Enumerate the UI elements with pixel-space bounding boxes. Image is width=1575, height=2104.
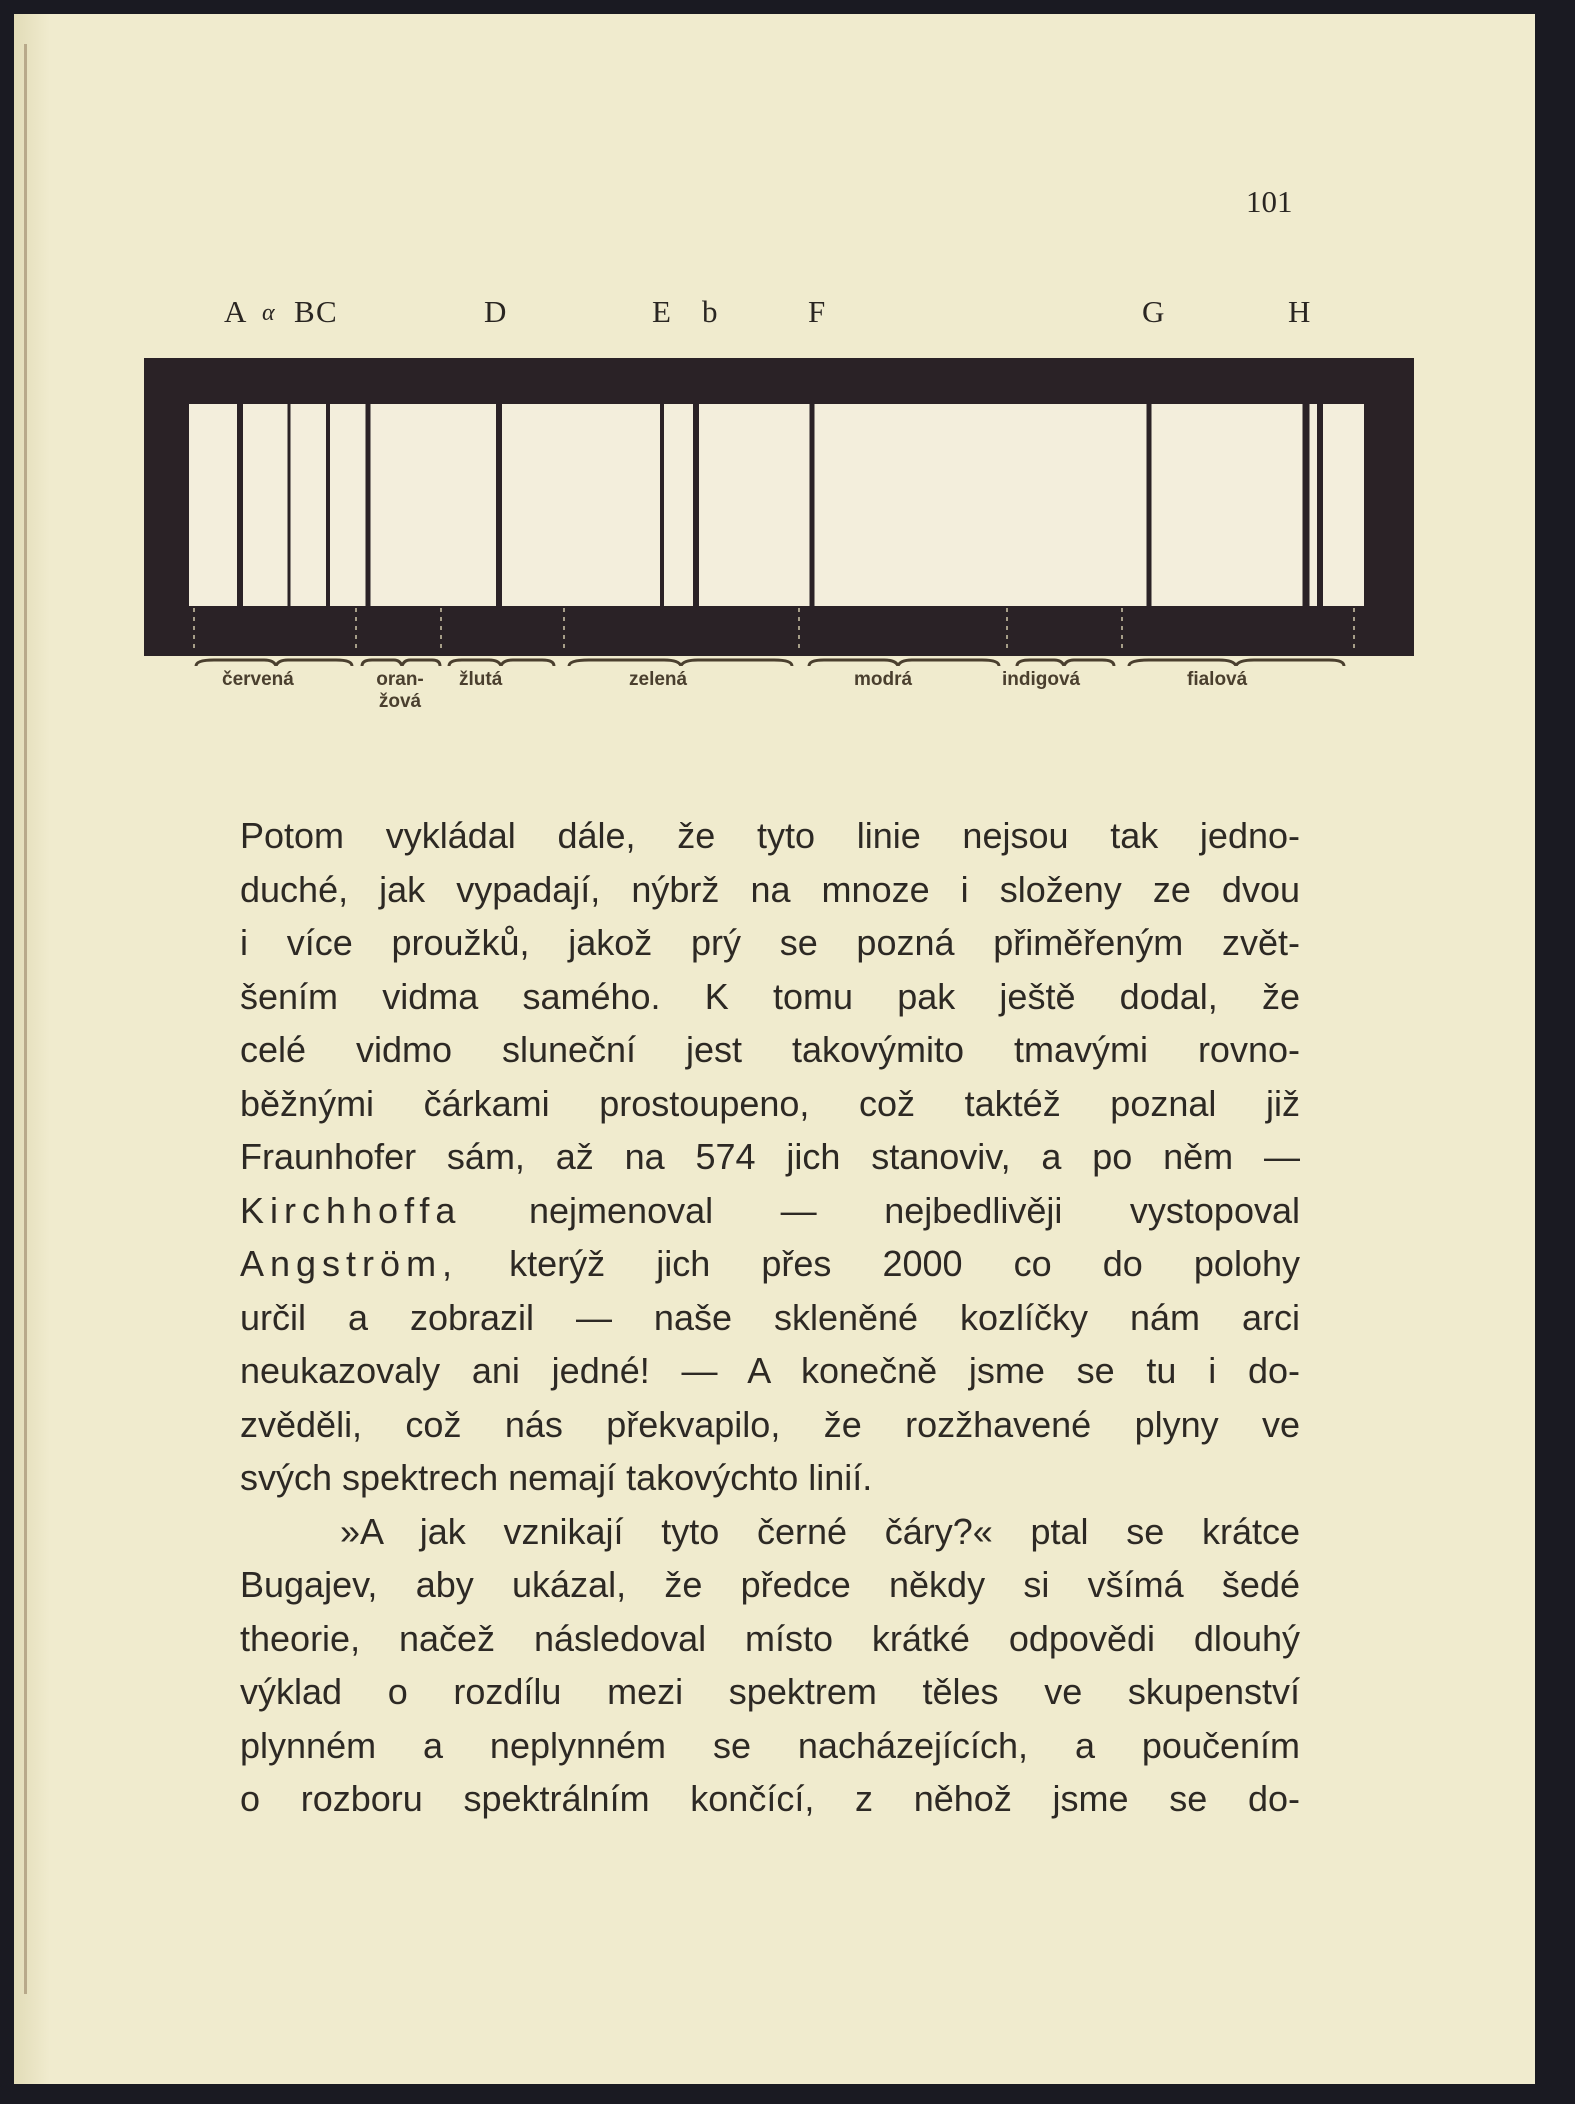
band-label-fialova: fialová xyxy=(1187,669,1248,690)
text-line: celé vidmo sluneční jest takovýmito tmavými rovno- xyxy=(240,1029,1300,1070)
page-gutter xyxy=(14,14,50,2084)
text-line-rest: nejmenoval — nejbedlivěji vystopoval xyxy=(461,1189,1300,1231)
brace-indigova xyxy=(1017,660,1114,666)
brace-oranzova xyxy=(362,660,440,666)
text-line: »A jak vznikají tyto černé čáry?« ptal se krátce xyxy=(340,1510,1300,1552)
text-line: duché, jak vypadají, nýbrž na mnoze i složeny ze dvou xyxy=(240,868,1300,910)
text-line: i více proužků, jakož prý se pozná přiměřeným zvět- xyxy=(240,922,1300,963)
band-label-modra: modrá xyxy=(854,669,913,690)
spectrum-diagram xyxy=(144,346,1419,666)
line-letter-E: E xyxy=(652,294,671,329)
line-letter-B: B xyxy=(294,294,315,329)
spaced-name-kirchhoffa: Kirchhoffa xyxy=(240,1189,462,1231)
line-letter-F: F xyxy=(808,294,826,329)
line-letter-b: b xyxy=(702,294,718,329)
band-label-zluta: žlutá xyxy=(459,669,503,690)
color-band-labels xyxy=(144,669,1419,739)
spaced-name-angstrom: Angström, xyxy=(240,1243,459,1284)
brace-cervena xyxy=(196,660,352,666)
line-letter-A: A xyxy=(224,294,247,329)
text-line xyxy=(240,1237,1300,1291)
spectrum-figure xyxy=(144,294,1419,734)
text-line: svých spektrech nemají takovýchto linií. xyxy=(240,1457,873,1498)
text-line: běžnými čárkami prostoupeno, což taktéž poznal již xyxy=(240,1082,1300,1124)
text-line: zvěděli, což nás překvapilo, že rozžhavené plyny ve xyxy=(240,1403,1300,1445)
band-label-oranzova-line1: oran- xyxy=(376,669,424,690)
text-line: Fraunhofer sám, až na 574 jich stanoviv, a po něm — xyxy=(240,1136,1300,1177)
band-braces xyxy=(196,660,1344,666)
band-label-zelena: zelená xyxy=(629,669,688,690)
band-label-oranzova xyxy=(360,669,440,713)
text-line-rest: kterýž jich přes 2000 co do polohy xyxy=(458,1243,1300,1284)
brace-zelena xyxy=(569,660,792,666)
line-letter-alpha: α xyxy=(262,300,275,326)
body-text xyxy=(240,809,1300,1826)
band-label-oranzova-line2: žová xyxy=(378,691,422,712)
text-line: Bugajev, aby ukázal, že předce někdy si všímá šedé xyxy=(240,1564,1300,1605)
brace-zluta xyxy=(449,660,554,666)
line-letter-D: D xyxy=(484,294,507,329)
text-line: theorie, načež následoval místo krátké odpovědi dlouhý xyxy=(240,1617,1300,1659)
text-line: plynném a neplynném se nacházejících, a poučením xyxy=(240,1724,1300,1766)
text-line: Potom vykládal dále, že tyto linie nejsou tak jedno- xyxy=(240,815,1300,856)
line-letter-G: G xyxy=(1142,294,1165,329)
line-letter-C: C xyxy=(316,294,337,329)
line-letter-H: H xyxy=(1288,294,1311,329)
brace-fialova xyxy=(1129,660,1344,666)
band-label-indigova: indigová xyxy=(1002,669,1081,690)
band-label-cervena: červená xyxy=(222,669,294,690)
fraunhofer-letters xyxy=(144,294,1419,344)
text-line: šením vidma samého. K tomu pak ještě dodal, že xyxy=(240,975,1300,1017)
text-line: výklad o rozdílu mezi spektrem těles ve skupenství xyxy=(240,1671,1300,1712)
text-line: určil a zobrazil — naše skleněné kozlíčky nám arci xyxy=(240,1296,1300,1338)
brace-modra xyxy=(809,660,999,666)
text-line: neukazovaly ani jedné! — A konečně jsme se tu i do- xyxy=(240,1350,1300,1391)
text-line: o rozboru spektrálním končící, z něhož jsme se do- xyxy=(240,1778,1300,1819)
book-page xyxy=(14,14,1535,2084)
text-line xyxy=(240,1184,1300,1238)
spectrum-window xyxy=(189,404,1364,606)
page-number: 101 xyxy=(1246,184,1293,219)
